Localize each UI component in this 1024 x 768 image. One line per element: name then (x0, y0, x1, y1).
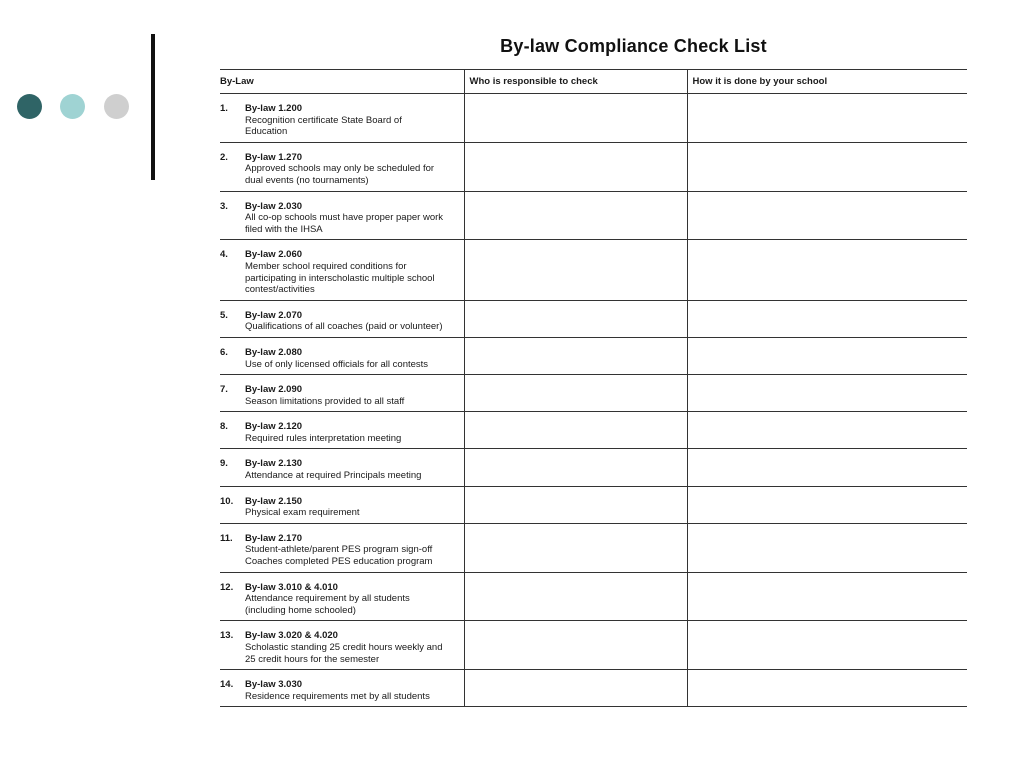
how-done-cell[interactable] (687, 337, 967, 374)
bylaw-description: Member school required conditions for participating in interscholastic multiple school contest/activities (245, 260, 435, 296)
how-done-cell[interactable] (687, 572, 967, 621)
who-responsible-cell[interactable] (464, 670, 687, 707)
bylaw-cell (220, 375, 464, 412)
bylaw-id: By-law 2.170 (245, 532, 303, 544)
bylaw-id: By-law 3.030 (245, 679, 303, 691)
how-done-cell[interactable] (687, 191, 967, 240)
bylaw-id: By-law 1.200 (245, 103, 303, 114)
how-done-cell[interactable] (687, 486, 967, 523)
who-responsible-cell[interactable] (464, 337, 687, 374)
table-row (220, 142, 967, 191)
who-responsible-cell[interactable] (464, 142, 687, 191)
table-row (220, 191, 967, 240)
bylaw-cell (220, 412, 464, 449)
bylaw-cell (220, 572, 464, 621)
how-done-cell[interactable] (687, 412, 967, 449)
bylaw-description: Required rules interpretation meeting (245, 432, 402, 444)
who-responsible-cell[interactable] (464, 412, 687, 449)
row-number: 12. (220, 581, 234, 593)
bylaw-cell (220, 449, 464, 486)
table-row (220, 572, 967, 621)
table-row (220, 449, 967, 486)
table-row (220, 337, 967, 374)
decorative-dot-dark-teal (17, 94, 42, 119)
who-responsible-cell[interactable] (464, 240, 687, 300)
bylaw-id: By-law 2.060 (245, 249, 303, 261)
bylaw-cell (220, 94, 464, 143)
bylaw-cell (220, 621, 464, 670)
bylaw-description: Attendance at required Principals meeting (245, 470, 422, 482)
who-responsible-cell[interactable] (464, 449, 687, 486)
row-number: 9. (220, 458, 228, 470)
who-responsible-cell[interactable] (464, 523, 687, 572)
how-done-cell[interactable] (687, 142, 967, 191)
table-body (220, 94, 967, 707)
bylaw-cell (220, 670, 464, 707)
table-row (220, 621, 967, 670)
decorative-dot-gray (104, 94, 129, 119)
how-done-cell[interactable] (687, 523, 967, 572)
bylaw-cell (220, 337, 464, 374)
bylaw-description: Season limitations provided to all staff (245, 395, 405, 407)
bylaw-id: By-law 3.020 & 4.020 (245, 630, 338, 642)
table-row (220, 300, 967, 337)
bylaw-id: By-law 1.270 (245, 151, 303, 163)
bylaw-id: By-law 2.090 (245, 384, 303, 396)
bylaw-id: By-law 3.010 & 4.010 (245, 581, 338, 593)
how-done-cell[interactable] (687, 375, 967, 412)
bylaw-description: Attendance requirement by all students (including home schooled) (245, 593, 410, 616)
compliance-checklist-table (220, 69, 967, 707)
row-number: 1. (220, 103, 228, 114)
bylaw-description: Residence requirements met by all students (245, 690, 430, 702)
table-row (220, 375, 967, 412)
bylaw-description: Use of only licensed officials for all contests (245, 358, 429, 370)
bylaw-id: By-law 2.030 (245, 200, 303, 212)
who-responsible-cell[interactable] (464, 572, 687, 621)
table-row (220, 523, 967, 572)
table-row (220, 412, 967, 449)
bylaw-description: Scholastic standing 25 credit hours weekly and 25 credit hours for the semester (245, 642, 443, 665)
bylaw-id: By-law 2.150 (245, 495, 303, 507)
who-responsible-cell[interactable] (464, 94, 687, 143)
row-number: 14. (220, 679, 234, 691)
vertical-divider-bar (151, 34, 155, 180)
row-number: 13. (220, 630, 234, 642)
bylaw-id: By-law 2.080 (245, 346, 303, 358)
page-title: By-law Compliance Check List (500, 36, 767, 56)
bylaw-id: By-law 2.070 (245, 309, 303, 321)
table-row (220, 94, 967, 143)
who-responsible-cell[interactable] (464, 375, 687, 412)
decorative-dot-light-teal (60, 94, 85, 119)
how-done-cell[interactable] (687, 621, 967, 670)
row-number: 7. (220, 384, 228, 396)
who-responsible-cell[interactable] (464, 300, 687, 337)
bylaw-description: All co-op schools must have proper paper work filed with the IHSA (245, 212, 444, 235)
table-row (220, 240, 967, 300)
bylaw-cell (220, 523, 464, 572)
who-responsible-cell[interactable] (464, 486, 687, 523)
how-done-cell[interactable] (687, 94, 967, 143)
bylaw-description: Qualifications of all coaches (paid or volunteer) (245, 321, 443, 333)
bylaw-description: Physical exam requirement (245, 507, 360, 519)
row-number: 3. (220, 200, 228, 212)
bylaw-description: Approved schools may only be scheduled for dual events (no tournaments) (245, 163, 435, 186)
column-header-who-responsible: Who is responsible to check (464, 70, 687, 94)
row-number: 6. (220, 346, 228, 358)
who-responsible-cell[interactable] (464, 621, 687, 670)
table-header-row (220, 70, 967, 94)
how-done-cell[interactable] (687, 300, 967, 337)
bylaw-description: Recognition certificate State Board of Education (245, 114, 402, 138)
column-header-bylaw: By-Law (220, 70, 464, 94)
bylaw-cell (220, 142, 464, 191)
bylaw-cell (220, 191, 464, 240)
row-number: 8. (220, 421, 228, 433)
column-header-how-done: How it is done by your school (687, 70, 967, 94)
bylaw-id: By-law 2.130 (245, 458, 303, 470)
row-number: 11. (220, 532, 233, 544)
how-done-cell[interactable] (687, 670, 967, 707)
row-number: 4. (220, 249, 228, 261)
row-number: 2. (220, 151, 228, 163)
row-number: 10. (220, 495, 234, 507)
bylaw-cell (220, 300, 464, 337)
bylaw-cell (220, 486, 464, 523)
how-done-cell[interactable] (687, 240, 967, 300)
table-row (220, 486, 967, 523)
how-done-cell[interactable] (687, 449, 967, 486)
bylaw-cell (220, 240, 464, 300)
bylaw-description: Student-athlete/parent PES program sign-off Coaches completed PES education program (245, 544, 433, 568)
row-number: 5. (220, 309, 228, 321)
table-row (220, 670, 967, 707)
bylaw-id: By-law 2.120 (245, 421, 303, 433)
who-responsible-cell[interactable] (464, 191, 687, 240)
